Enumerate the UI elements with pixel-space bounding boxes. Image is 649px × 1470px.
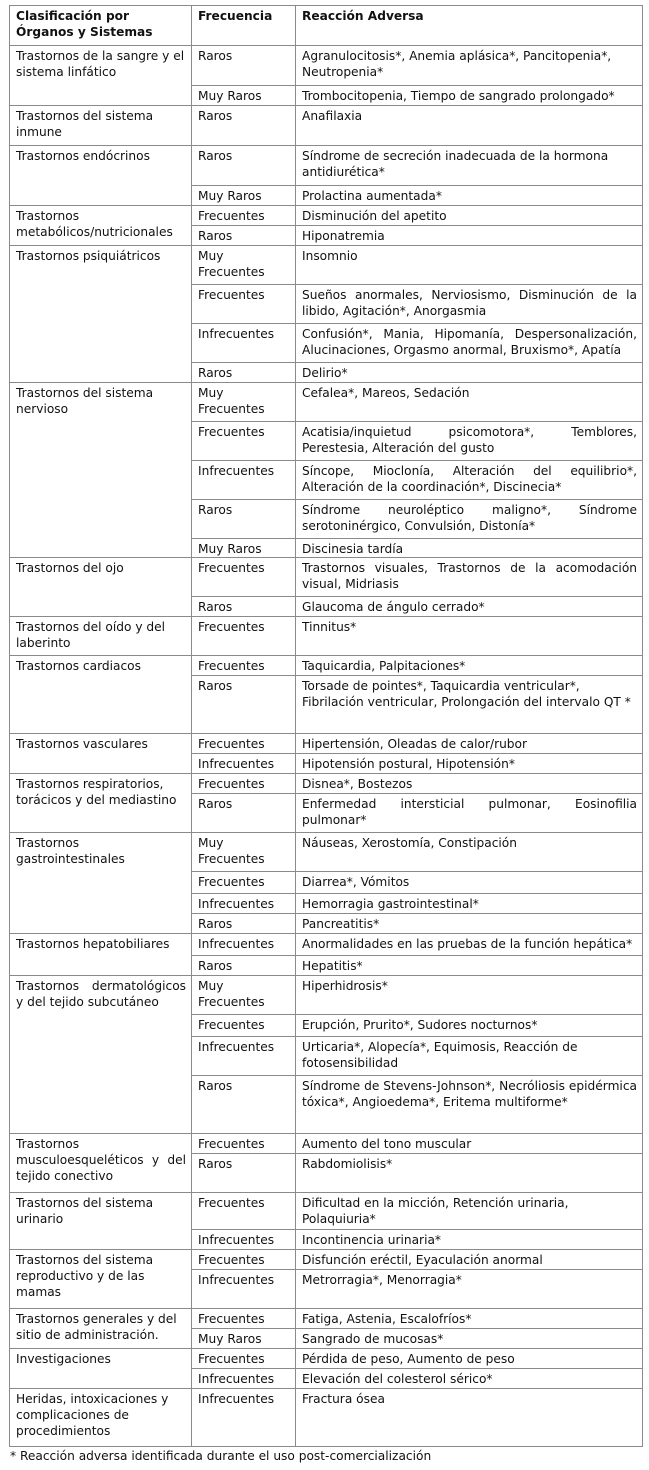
adverse-reaction-cell: Confusión*, Mania, Hipomanía, Despersonalización, Alucinaciones, Orgasmo anormal, Bruxismo*, Apatía [296,324,643,363]
frequency-cell: Frecuentes [192,206,296,226]
adverse-reaction-cell: Erupción, Prurito*, Sudores nocturnos* [296,1015,643,1037]
frequency-cell: Frecuentes [192,774,296,794]
adverse-reaction-cell: Pérdida de peso, Aumento de peso [296,1349,643,1369]
organ-class-cell: Trastornos cardiacos [10,656,192,734]
frequency-cell: Frecuentes [192,422,296,461]
table-row [10,734,643,754]
adverse-reaction-cell: Fatiga, Astenia, Escalofríos* [296,1309,643,1329]
frequency-cell: Muy Frecuentes [192,246,296,285]
adverse-reaction-cell: Disminución del apetito [296,206,643,226]
table-row [10,383,643,422]
document [9,5,642,1464]
adverse-reactions-table [9,5,643,1447]
adverse-reaction-cell: Diarrea*, Vómitos [296,872,643,894]
frequency-cell: Frecuentes [192,734,296,754]
frequency-cell: Raros [192,956,296,976]
adverse-reaction-cell: Urticaria*, Alopecía*, Equimosis, Reacción de fotosensibilidad [296,1037,643,1076]
frequency-cell: Frecuentes [192,558,296,597]
organ-class-cell: Trastornos respiratorios, torácicos y del mediastino [10,774,192,833]
adverse-reaction-cell: Aumento del tono muscular [296,1134,643,1154]
table-row [10,206,643,226]
organ-class-cell: Trastornos de la sangre y el sistema linfático [10,46,192,106]
frequency-cell: Frecuentes [192,1015,296,1037]
organ-class-cell: Investigaciones [10,1349,192,1389]
frequency-cell: Raros [192,46,296,86]
adverse-reaction-cell: Hipertensión, Oleadas de calor/rubor [296,734,643,754]
frequency-cell: Muy Raros [192,539,296,558]
frequency-cell: Infrecuentes [192,1369,296,1389]
frequency-cell: Muy Frecuentes [192,383,296,422]
table-row [10,1309,643,1329]
adverse-reaction-cell: Incontinencia urinaria* [296,1230,643,1250]
adverse-reaction-cell: Sueños anormales, Nerviosismo, Disminución de la libido, Agitación*, Anorgasmia [296,285,643,324]
table-row [10,46,643,86]
adverse-reaction-cell: Metrorragia*, Menorragia* [296,1270,643,1309]
header-frequency: Frecuencia [192,6,296,46]
frequency-cell: Raros [192,794,296,833]
adverse-reaction-cell: Síndrome de Stevens-Johnson*, Necróliosis epidérmica tóxica*, Angioedema*, Eritema multiforme* [296,1076,643,1134]
adverse-reaction-cell: Elevación del colesterol sérico* [296,1369,643,1389]
adverse-reaction-cell: Cefalea*, Mareos, Sedación [296,383,643,422]
frequency-cell: Frecuentes [192,656,296,676]
adverse-reaction-cell: Síndrome de secreción inadecuada de la hormona antidiurética* [296,146,643,186]
table-row [10,1250,643,1270]
adverse-reaction-cell: Glaucoma de ángulo cerrado* [296,597,643,617]
header-adverse-reaction: Reacción Adversa [296,6,643,46]
frequency-cell: Raros [192,500,296,539]
frequency-cell: Raros [192,1076,296,1134]
adverse-reaction-cell: Discinesia tardía [296,539,643,558]
frequency-cell: Infrecuentes [192,324,296,363]
table-row [10,774,643,794]
table-row [10,1389,643,1447]
adverse-reaction-cell: Hiponatremia [296,226,643,246]
frequency-cell: Infrecuentes [192,1037,296,1076]
organ-class-cell: Trastornos del ojo [10,558,192,617]
adverse-reaction-cell: Prolactina aumentada* [296,186,643,206]
table-row [10,617,643,656]
frequency-cell: Frecuentes [192,1134,296,1154]
adverse-reaction-cell: Hipotensión postural, Hipotensión* [296,754,643,774]
organ-class-cell: Trastornos del oído y del laberinto [10,617,192,656]
adverse-reaction-cell: Síndrome neuroléptico maligno*, Síndrome serotoninérgico, Convulsión, Distonía* [296,500,643,539]
frequency-cell: Raros [192,676,296,734]
frequency-cell: Muy Frecuentes [192,976,296,1015]
adverse-reaction-cell: Tinnitus* [296,617,643,656]
table-row [10,934,643,956]
table-row [10,833,643,872]
adverse-reaction-cell: Torsade de pointes*, Taquicardia ventricular*, Fibrilación ventricular, Prolongación del intervalo QT * [296,676,643,734]
organ-class-cell: Trastornos del sistema inmune [10,106,192,146]
adverse-reaction-cell: Fractura ósea [296,1389,643,1447]
adverse-reaction-cell: Trombocitopenia, Tiempo de sangrado prolongado* [296,86,643,106]
adverse-reaction-cell: Anormalidades en las pruebas de la función hepática* [296,934,643,956]
frequency-cell: Infrecuentes [192,461,296,500]
table-row [10,1349,643,1369]
frequency-cell: Frecuentes [192,1250,296,1270]
organ-class-cell: Heridas, intoxicaciones y complicaciones de procedimientos [10,1389,192,1447]
adverse-reaction-cell: Agranulocitosis*, Anemia aplásica*, Pancitopenia*, Neutropenia* [296,46,643,86]
adverse-reaction-cell: Acatisia/inquietud psicomotora*, Temblores, Perestesia, Alteración del gusto [296,422,643,461]
organ-class-cell: Trastornos hepatobiliares [10,934,192,976]
organ-class-cell: Trastornos dermatológicos y del tejido subcutáneo [10,976,192,1134]
adverse-reaction-cell: Náuseas, Xerostomía, Constipación [296,833,643,872]
frequency-cell: Muy Raros [192,186,296,206]
frequency-cell: Raros [192,146,296,186]
footnote: * Reacción adversa identificada durante el uso post-comercialización [10,1449,432,1463]
organ-class-cell: Trastornos del sistema nervioso [10,383,192,558]
organ-class-cell: Trastornos del sistema urinario [10,1193,192,1250]
header-organ-class: Clasificación por Órganos y Sistemas [10,6,192,46]
adverse-reaction-cell: Insomnio [296,246,643,285]
frequency-cell: Raros [192,597,296,617]
organ-class-cell: Trastornos vasculares [10,734,192,774]
adverse-reaction-cell: Síncope, Mioclonía, Alteración del equilibrio*, Alteración de la coordinación*, Discinecia* [296,461,643,500]
frequency-cell: Infrecuentes [192,934,296,956]
organ-class-cell: Trastornos gastrointestinales [10,833,192,934]
table-row [10,1193,643,1230]
organ-class-cell: Trastornos generales y del sitio de administración. [10,1309,192,1349]
adverse-reaction-cell: Hiperhidrosis* [296,976,643,1015]
adverse-reaction-cell: Trastornos visuales, Trastornos de la acomodación visual, Midriasis [296,558,643,597]
table-row [10,1134,643,1154]
frequency-cell: Raros [192,363,296,383]
frequency-cell: Infrecuentes [192,1230,296,1250]
adverse-reaction-cell: Anafilaxia [296,106,643,146]
frequency-cell: Raros [192,226,296,246]
adverse-reaction-cell: Dificultad en la micción, Retención urinaria, Polaquiuria* [296,1193,643,1230]
table-row [10,246,643,285]
organ-class-cell: Trastornos endócrinos [10,146,192,206]
frequency-cell: Frecuentes [192,617,296,656]
adverse-reaction-cell: Disnea*, Bostezos [296,774,643,794]
frequency-cell: Raros [192,106,296,146]
frequency-cell: Muy Raros [192,1329,296,1349]
adverse-reaction-cell: Rabdomiolisis* [296,1154,643,1193]
frequency-cell: Frecuentes [192,1309,296,1329]
table-body [10,46,643,1447]
frequency-cell: Frecuentes [192,872,296,894]
frequency-cell: Frecuentes [192,285,296,324]
frequency-cell: Infrecuentes [192,1270,296,1309]
frequency-cell: Raros [192,914,296,934]
adverse-reaction-cell: Sangrado de mucosas* [296,1329,643,1349]
frequency-cell: Infrecuentes [192,754,296,774]
table-row [10,146,643,186]
frequency-cell: Raros [192,1154,296,1193]
table-row [10,976,643,1015]
organ-class-cell: Trastornos psiquiátricos [10,246,192,383]
frequency-cell: Muy Frecuentes [192,833,296,872]
adverse-reaction-cell: Disfunción eréctil, Eyaculación anormal [296,1250,643,1270]
table-row [10,106,643,146]
adverse-reaction-cell: Taquicardia, Palpitaciones* [296,656,643,676]
adverse-reaction-cell: Hepatitis* [296,956,643,976]
table-header-row [10,6,643,46]
organ-class-cell: Trastornos del sistema reproductivo y de las mamas [10,1250,192,1309]
adverse-reaction-cell: Hemorragia gastrointestinal* [296,894,643,914]
adverse-reaction-cell: Enfermedad intersticial pulmonar, Eosinofilia pulmonar* [296,794,643,833]
adverse-reaction-cell: Pancreatitis* [296,914,643,934]
frequency-cell: Infrecuentes [192,894,296,914]
frequency-cell: Frecuentes [192,1349,296,1369]
frequency-cell: Muy Raros [192,86,296,106]
organ-class-cell: Trastornos metabólicos/nutricionales [10,206,192,246]
organ-class-cell: Trastornos musculoesqueléticos y del tejido conectivo [10,1134,192,1193]
frequency-cell: Infrecuentes [192,1389,296,1447]
table-row [10,656,643,676]
table-row [10,558,643,597]
frequency-cell: Frecuentes [192,1193,296,1230]
adverse-reaction-cell: Delirio* [296,363,643,383]
